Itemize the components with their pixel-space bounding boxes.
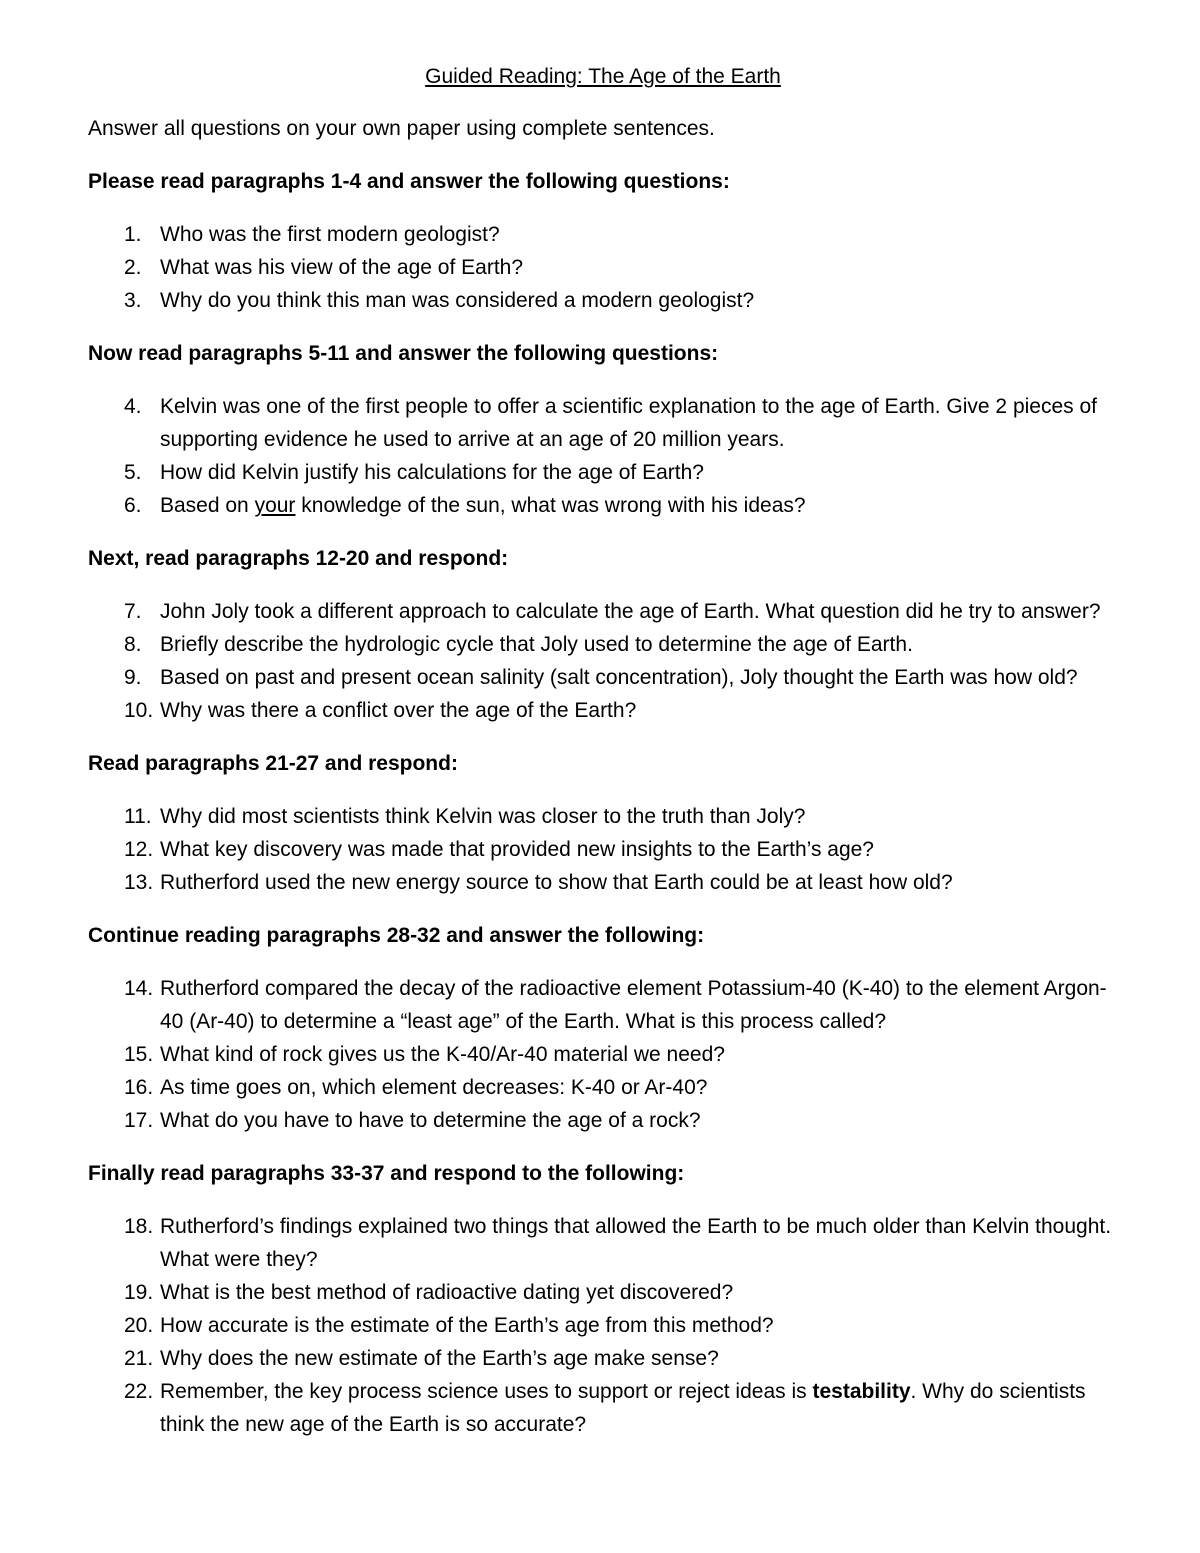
page-title: Guided Reading: The Age of the Earth [425,65,781,88]
question-15: 15. What kind of rock gives us the K-40/Ar-40 material we need? [124,1043,725,1066]
question-3: 3. Why do you think this man was considered a modern geologist? [124,289,755,312]
question-list-2 [88,390,1118,522]
question-7: 7. John Joly took a different approach to calculate the age of Earth. What question did he try to answer? [124,600,1101,623]
question-16: 16. As time goes on, which element decreases: K-40 or Ar-40? [124,1076,708,1099]
question-8: 8. Briefly describe the hydrologic cycle that Joly used to determine the age of Earth. [124,633,913,656]
question-19: 19. What is the best method of radioactive dating yet discovered? [124,1281,734,1304]
bold-keyword: testability [812,1380,911,1403]
question-6: 6. Based on your knowledge of the sun, what was wrong with his ideas? [124,494,806,517]
section-heading-4: Read paragraphs 21-27 and respond: [88,752,458,775]
question-20: 20. How accurate is the estimate of the Earth’s age from this method? [124,1314,774,1337]
question-list-1 [88,218,1118,317]
question-list-5 [88,972,1118,1137]
question-list-3 [88,595,1118,727]
section-heading-6: Finally read paragraphs 33-37 and respond to the following: [88,1162,685,1185]
section-heading-5: Continue reading paragraphs 28-32 and answer the following: [88,924,705,947]
question-14: 14. Rutherford compared the decay of the radioactive element Potassium-40 (K-40) to the element Argon-40 (Ar-40) to determine a “least age” of the Earth. What is this process called? [124,977,1107,1033]
question-22: 22. Remember, the key process science uses to support or reject ideas is testability. Why do scientists think the new age of the Earth is so accurate? [124,1380,1086,1436]
question-18: 18. Rutherford’s findings explained two things that allowed the Earth to be much older than Kelvin thought. What were they? [124,1215,1112,1271]
question-9: 9. Based on past and present ocean salinity (salt concentration), Joly thought the Earth was how old? [124,666,1078,689]
question-2: 2. What was his view of the age of Earth? [124,256,524,279]
section-heading-2: Now read paragraphs 5-11 and answer the following questions: [88,342,719,365]
question-1: 1. Who was the first modern geologist? [124,223,500,246]
underlined-word: your [254,494,296,517]
question-12: 12. What key discovery was made that provided new insights to the Earth’s age? [124,838,874,861]
question-4: 4. Kelvin was one of the first people to offer a scientific explanation to the age of Earth. Give 2 pieces of supporting evidence he used to arrive at an age of 20 million years. [124,395,1098,451]
instructions: Answer all questions on your own paper using complete sentences. [88,117,715,140]
question-21: 21. Why does the new estimate of the Earth’s age make sense? [124,1347,719,1370]
section-heading-3: Next, read paragraphs 12-20 and respond: [88,547,509,570]
question-5: 5. How did Kelvin justify his calculations for the age of Earth? [124,461,704,484]
question-11: 11. Why did most scientists think Kelvin was closer to the truth than Joly? [124,805,806,828]
question-10: 10. Why was there a conflict over the age of the Earth? [124,699,637,722]
section-heading-1: Please read paragraphs 1-4 and answer the following questions: [88,170,730,193]
question-list-4 [88,800,1118,899]
question-17: 17. What do you have to have to determine the age of a rock? [124,1109,701,1132]
worksheet-page [88,62,1118,1461]
question-13: 13. Rutherford used the new energy source to show that Earth could be at least how old? [124,871,953,894]
question-list-6 [88,1210,1118,1441]
